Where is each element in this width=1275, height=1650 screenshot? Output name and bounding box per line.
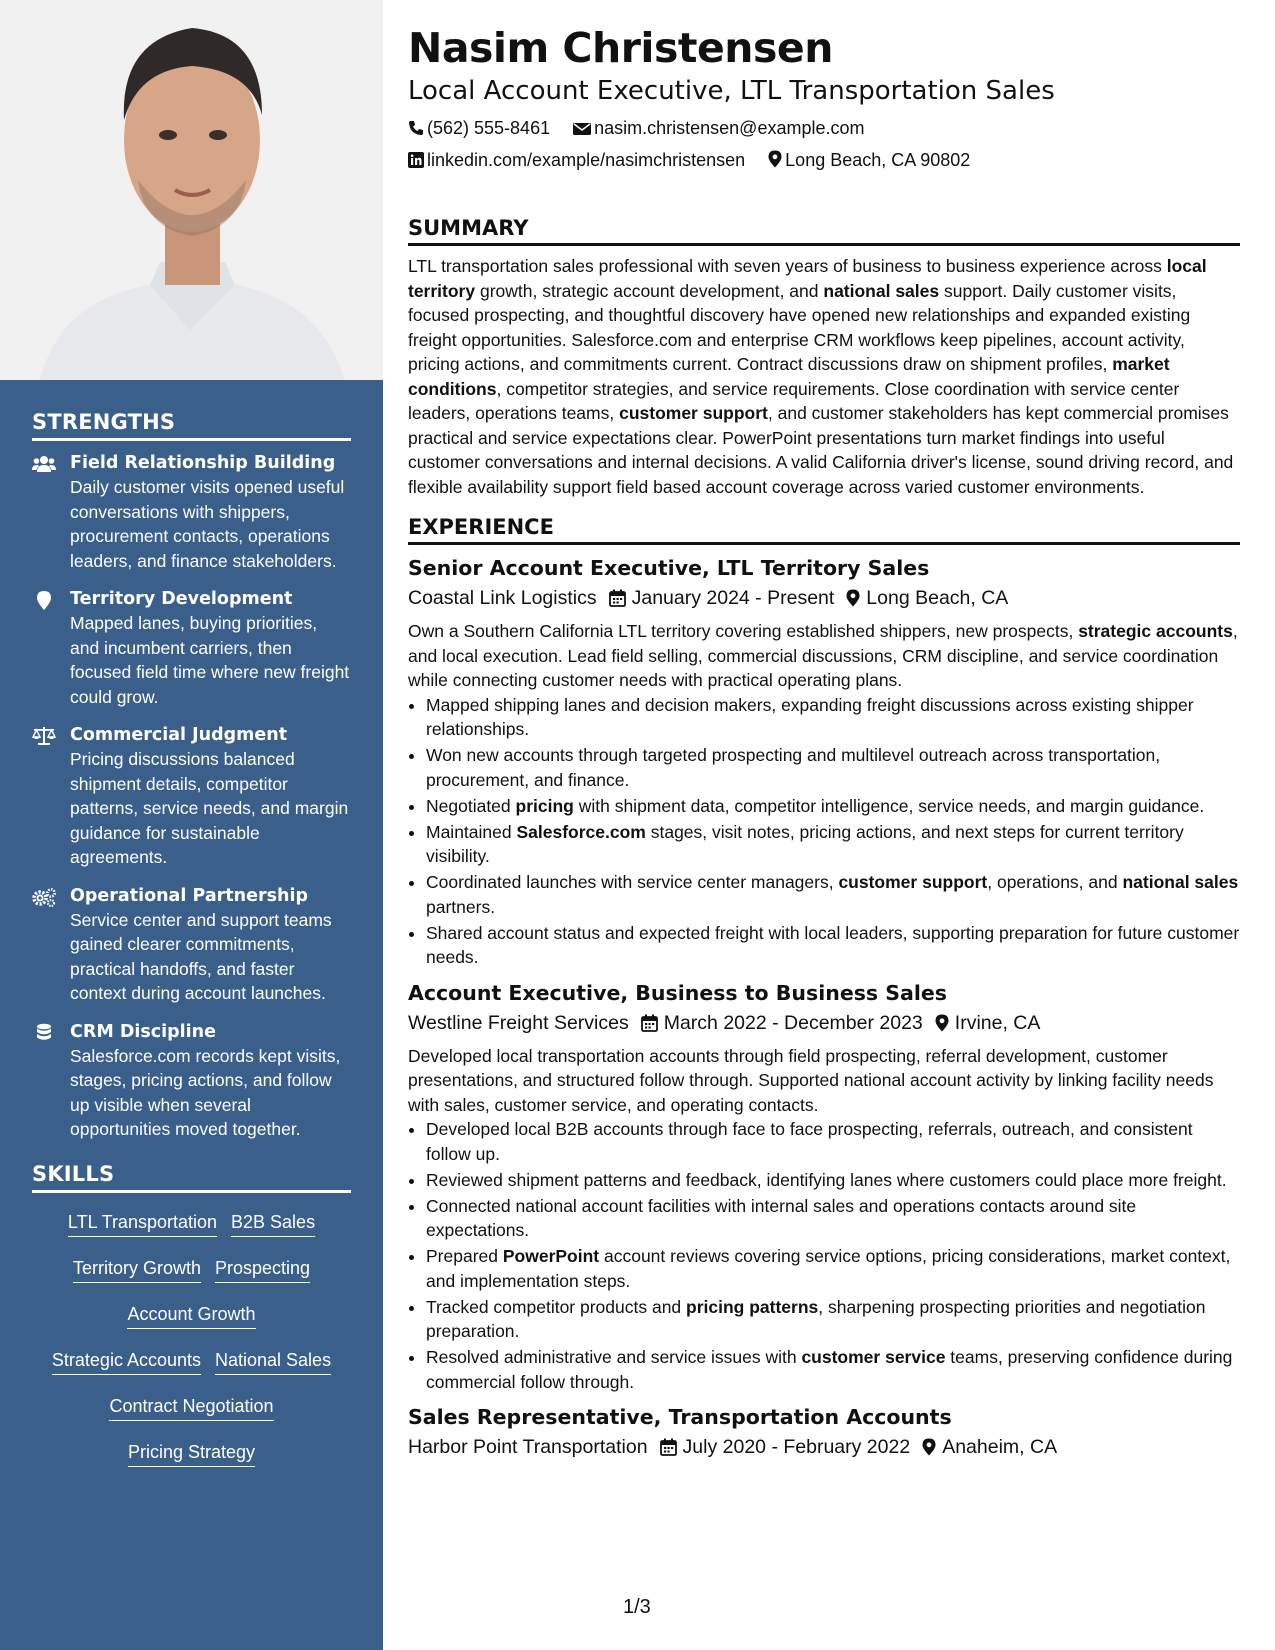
job-description: Developed local transportation accounts through field prospecting, referral development, customer presentations, and structured follow through. Supported national account activity by linking facility needs with sales, customer service, and operating contacts. <box>408 1045 1214 1115</box>
job-bullet: • Coordinated launches with service center managers, customer support, operations, and national sales partners. <box>426 870 1240 919</box>
job-meta <box>408 1432 1240 1462</box>
skill-tag: Contract Negotiation <box>109 1393 273 1421</box>
summary-text: LTL transportation sales professional with seven years of business to business experience across local territory growth, strategic account development, and national sales support. Daily customer visits, focused prospecting, and thoughtful discovery have opened new relationships and expanded existing freight opportunities. Salesforce.com and enterprise CRM workflows keep pipelines, account activity, pricing actions, and commitments current. Contract discussions draw on shipment profiles, market conditions, competitor strategies, and service requirements. Close coordination with service center leaders, operations teams, customer support, and customer stakeholders has kept commercial promises practical and service expectations clear. PowerPoint presentations turn market findings into useful customer conversations and internal decisions. A valid California driver's license, sound driving record, and flexible availability support field based account coverage across varied customer environments. <box>408 256 1234 497</box>
skill-tag: Account Growth <box>127 1301 255 1329</box>
skills-row <box>32 1209 351 1237</box>
job-bullet: • Won new accounts through targeted prospecting and multilevel outreach across transportation, procurement, and finance. <box>426 743 1240 792</box>
candidate-title: Local Account Executive, LTL Transportation Sales <box>408 76 1055 106</box>
experience-section <box>408 515 1240 1462</box>
job-bullet: • Shared account status and expected freight with local leaders, supporting preparation for future customer needs. <box>426 921 1240 970</box>
contact-row <box>408 112 1240 144</box>
job-meta <box>408 583 1240 613</box>
job-meta <box>408 1008 1240 1038</box>
job-entry <box>408 1402 1240 1462</box>
candidate-name: Nasim Christensen <box>408 24 833 72</box>
gears-icon <box>32 887 56 907</box>
linkedin-contact[interactable] <box>408 144 745 176</box>
job-role: Account Executive, Business to Business Sales <box>408 980 947 1005</box>
job-location: Irvine, CA <box>954 1011 1041 1034</box>
skill-tag: Prospecting <box>215 1255 310 1283</box>
strength-title: CRM Discipline <box>70 1021 216 1042</box>
skills-row <box>32 1439 351 1467</box>
skills-row <box>32 1393 351 1421</box>
skill-tag: National Sales <box>215 1347 331 1375</box>
skill-tag: Strategic Accounts <box>52 1347 201 1375</box>
skills-row <box>32 1301 351 1329</box>
strength-title: Operational Partnership <box>70 885 308 906</box>
phone-icon <box>408 120 424 136</box>
job-company: Coastal Link Logistics <box>408 587 597 609</box>
linkedin-text: linkedin.com/example/nasimchristensen <box>427 150 746 170</box>
strengths-heading: STRENGTHS <box>32 410 351 441</box>
profile-photo <box>0 0 383 380</box>
job-role: Sales Representative, Transportation Accounts <box>408 1405 952 1429</box>
job-entry <box>408 553 1240 970</box>
strength-title: Field Relationship Building <box>70 453 336 473</box>
job-bullet: • Developed local B2B accounts through face to face prospecting, referrals, outreach, and consistent follow up. <box>426 1117 1240 1166</box>
job-dates: January 2024 - Present <box>631 587 835 609</box>
strength-desc: Salesforce.com records kept visits, stages, pricing actions, and follow up visible when several opportunities moved together. <box>70 1045 341 1139</box>
database-icon <box>32 1023 56 1043</box>
job-bullets <box>408 693 1240 970</box>
calendar-icon <box>609 589 626 607</box>
envelope-icon <box>573 122 591 136</box>
job-company: Harbor Point Transportation <box>408 1436 648 1458</box>
job-bullet: • Tracked competitor products and pricing patterns, sharpening prospecting priorities and negotiation preparation. <box>426 1295 1240 1344</box>
strength-item <box>32 587 351 709</box>
summary-section <box>408 216 1240 499</box>
strength-item <box>32 1020 351 1142</box>
phone-text: (562) 555-8461 <box>427 118 551 138</box>
sidebar <box>0 0 383 1650</box>
contact-row <box>408 144 1240 176</box>
skills-list <box>32 1203 351 1467</box>
job-company: Westline Freight Services <box>408 1011 629 1034</box>
summary-heading: SUMMARY <box>408 216 1240 246</box>
page-number: 1/3 <box>623 1596 651 1618</box>
skills-heading: SKILLS <box>32 1162 351 1193</box>
map-marker-icon <box>768 150 782 168</box>
balance-scale-icon <box>32 726 56 746</box>
calendar-icon <box>660 1438 677 1456</box>
job-bullet: • Negotiated pricing with shipment data, competitor intelligence, service needs, and margin guidance. <box>426 794 1240 819</box>
email-text: nasim.christensen@example.com <box>594 118 865 138</box>
job-dates: March 2022 - December 2023 <box>663 1011 923 1034</box>
skills-row <box>32 1255 351 1283</box>
job-bullet: • Maintained Salesforce.com stages, visit notes, pricing actions, and next steps for current territory visibility. <box>426 820 1240 869</box>
profile-photo-illustration <box>0 0 383 380</box>
job-bullet: • Resolved administrative and service issues with customer service teams, preserving confidence during commercial follow through. <box>426 1345 1240 1394</box>
job-bullet: • Mapped shipping lanes and decision makers, expanding freight discussions across existing shipper relationships. <box>426 693 1240 742</box>
skill-tag: LTL Transportation <box>68 1209 217 1237</box>
skill-tag: Pricing Strategy <box>128 1439 255 1467</box>
job-bullet: • Reviewed shipment patterns and feedback, identifying lanes where customers could place more freight. <box>426 1168 1240 1193</box>
job-location: Long Beach, CA <box>866 587 1009 609</box>
map-marker-icon <box>935 1014 949 1032</box>
job-role: Senior Account Executive, LTL Territory Sales <box>408 556 930 580</box>
skills-row <box>32 1347 351 1375</box>
phone-contact <box>408 112 550 144</box>
strength-title: Commercial Judgment <box>70 725 288 745</box>
email-contact[interactable] <box>573 112 864 144</box>
skill-tag: B2B Sales <box>231 1209 315 1237</box>
map-marker-icon <box>32 590 56 610</box>
location-contact <box>768 144 970 176</box>
job-bullet: • Connected national account facilities with internal sales and operations contacts around site expectations. <box>426 1194 1240 1243</box>
strength-item <box>32 723 351 870</box>
sidebar-content <box>32 410 351 1485</box>
strength-desc: Daily customer visits opened useful conversations with shippers, procurement contacts, operations leaders, and finance stakeholders. <box>70 477 345 571</box>
skill-tag: Territory Growth <box>73 1255 201 1283</box>
strength-desc: Service center and support teams gained clearer commitments, practical handoffs, and faster context during account launches. <box>70 909 332 1003</box>
map-marker-icon <box>922 1438 936 1456</box>
job-entry <box>408 978 1240 1395</box>
experience-heading: EXPERIENCE <box>408 515 1240 545</box>
linkedin-icon <box>408 152 424 168</box>
strength-item <box>32 451 351 573</box>
strength-item <box>32 884 351 1006</box>
strength-desc: Mapped lanes, buying priorities, and incumbent carriers, then focused field time where new freight could grow. <box>70 613 350 707</box>
strength-desc: Pricing discussions balanced shipment details, competitor patterns, service needs, and margin guidance for sustainable agreements. <box>70 749 349 867</box>
job-bullets <box>408 1117 1240 1394</box>
job-dates: July 2020 - February 2022 <box>682 1436 911 1458</box>
job-location: Anaheim, CA <box>942 1436 1058 1458</box>
job-bullet: • Prepared PowerPoint account reviews covering service options, pricing considerations, market context, and implementation steps. <box>426 1244 1240 1293</box>
map-marker-icon <box>846 589 860 607</box>
job-description: Own a Southern California LTL territory covering established shippers, new prospects, strategic accounts, and local execution. Lead field selling, commercial discussions, CRM discipline, and service coordination while connecting customer needs with practical operating plans. <box>408 621 1238 690</box>
main-column <box>408 22 1240 1468</box>
users-icon <box>32 454 56 474</box>
strength-title: Territory Development <box>70 589 293 609</box>
calendar-icon <box>641 1014 658 1032</box>
location-text: Long Beach, CA 90802 <box>785 150 971 170</box>
